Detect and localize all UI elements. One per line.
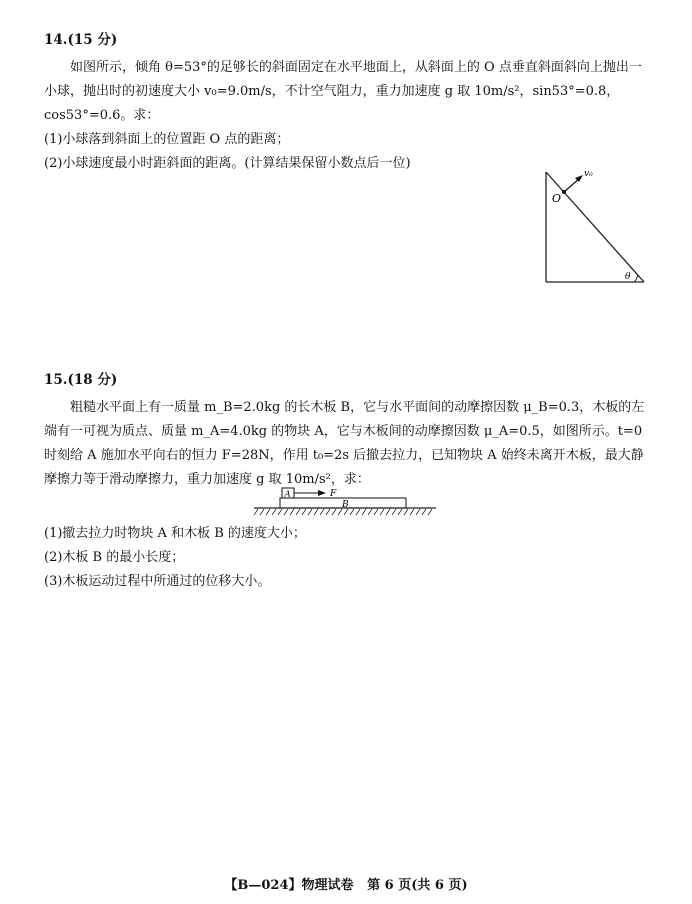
force-arrowhead bbox=[318, 490, 326, 496]
incline-slope bbox=[546, 172, 644, 282]
question-14-part-1: (1)小球落到斜面上的位置距 O 点的距离； bbox=[44, 132, 290, 147]
question-15-heading: 15.(18 分) bbox=[44, 372, 118, 388]
question-15-part-2: (2)木板 B 的最小长度； bbox=[44, 550, 185, 565]
question-14-part-2: (2)小球速度最小时距斜面的距离。(计算结果保留小数点后一位) bbox=[44, 156, 411, 171]
question-14-heading: 14.(15 分) bbox=[44, 32, 118, 48]
angle-label: θ bbox=[625, 272, 631, 282]
block-board-figure bbox=[250, 484, 440, 520]
question-14 bbox=[44, 30, 648, 176]
question-15-parts bbox=[44, 522, 648, 594]
footer-page-number: 第 6 页(共 6 页) bbox=[367, 878, 468, 893]
angle-arc bbox=[634, 275, 638, 283]
block-a-label: A bbox=[284, 489, 291, 500]
question-15-body: 粗糙水平面上有一质量 m_B=2.0kg 的长木板 B，它与水平面间的动摩擦因数 μ_B=0.3，木板的左端有一可视为质点、质量 m_A=4.0kg 的物块 A，它与木板间的动摩擦因数 μ_A=0.5，如图所示。t=0 时刻给 A 施加水平向右的恒力 F=28N，作用 t₀=2s 后撤去拉力，已知物块 A 始终未离开木板，最大静摩擦力等于滑动摩擦力，重力加速度 g 取 10m/s²，求： bbox=[44, 400, 645, 487]
question-14-body: 如图所示，倾角 θ=53°的足够长的斜面固定在水平地面上，从斜面上的 O 点垂直斜面斜向上抛出一小球，抛出时的初速度大小 v₀=9.0m/s，不计空气阻力，重力加速度 g 取 10m/s²，sin53°=0.8，cos53°=0.6。求： bbox=[44, 60, 642, 123]
force-label: F bbox=[330, 489, 337, 499]
board-b-label: B bbox=[342, 500, 349, 510]
page-footer bbox=[0, 874, 692, 893]
question-15-part-3: (3)木板运动过程中所通过的位移大小。 bbox=[44, 574, 271, 589]
velocity-label: v₀ bbox=[584, 169, 593, 179]
footer-exam-code: 【B—024】物理试卷 bbox=[224, 878, 354, 893]
question-15-part-1: (1)撤去拉力时物块 A 和木板 B 的速度大小； bbox=[44, 526, 306, 541]
point-o-label: O bbox=[552, 192, 562, 205]
incline-figure bbox=[540, 160, 650, 288]
question-15 bbox=[44, 370, 648, 492]
